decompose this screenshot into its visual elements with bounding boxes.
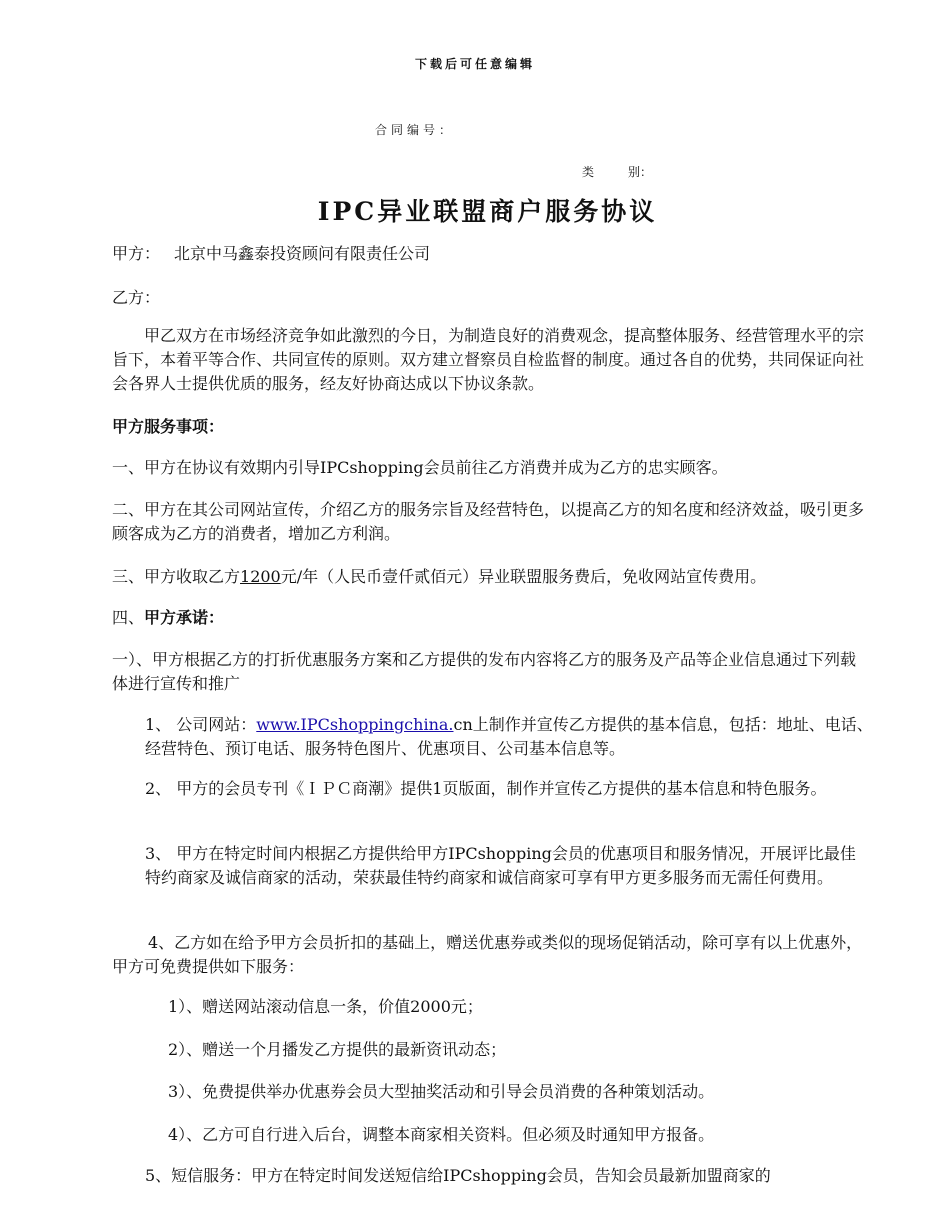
item-4-heading: 甲方承诺：	[144, 608, 225, 627]
sub-item-4: 4）、乙方可自行进入后台，调整本商家相关资料。但必须及时通知甲方报备。	[168, 1125, 715, 1144]
clause-4: 4、乙方如在给予甲方会员折扣的基础上，赠送优惠券或类似的现场促销活动，除可享有以上优惠外，甲方可免费提供如下服务：	[112, 933, 863, 976]
party-a-label: 甲方：	[112, 244, 161, 263]
document-title: IPC异业联盟商户服务协议	[317, 197, 658, 226]
party-a-line	[112, 242, 430, 266]
sub-item-3: 3）、免费提供举办优惠券会员大型抽奖活动和引导会员消费的各种策划活动。	[168, 1082, 715, 1101]
item-3	[112, 565, 766, 589]
item-2: 二、甲方在其公司网站宣传，介绍乙方的服务宗旨及经营特色，以提高乙方的知名度和经济效益，吸引更多顾客成为乙方的消费者，增加乙方利润。	[112, 500, 865, 543]
preamble: 甲乙双方在市场经济竞争如此激烈的今日，为制造良好的消费观念，提高整体服务、经营管理水平的宗旨下，本着平等合作、共同宣传的原则。双方建立督察员自检监督的制度。通过各自的优势，共同保证向社会各界人士提供优质的服务，经友好协商达成以下协议条款。	[112, 326, 865, 393]
item-1: 一、甲方在协议有效期内引导IPCshopping会员前往乙方消费并成为乙方的忠实顾客。	[112, 458, 728, 477]
item-3-prefix: 三、甲方收取乙方	[112, 567, 241, 586]
header-note: 下载后可任意编辑	[414, 57, 535, 71]
item-3-suffix: 元/年（人民币壹仟贰佰元）异业联盟服务费后，免收网站宣传费用。	[280, 567, 767, 586]
party-a-name: 北京中马鑫泰投资顾问有限责任公司	[174, 244, 431, 263]
clause-2: 2、 甲方的会员专刊《ＩＰＣ商潮》提供1页版面，制作并宣传乙方提供的基本信息和特色服务。	[145, 779, 827, 798]
clause-1-suffix: cn上制作并宣传乙方提供的基本信息，包括：地址、电话、经营特色、预订电话、服务特色图片、优惠项目、公司基本信息等。	[145, 715, 873, 758]
clause-1	[145, 713, 885, 761]
item-4-num: 四、	[112, 608, 145, 627]
sub-item-2: 2）、赠送一个月播发乙方提供的最新资讯动态；	[168, 1040, 507, 1059]
party-b-label: 乙方：	[112, 288, 161, 307]
clause-5: 5、短信服务：甲方在特定时间发送短信给IPCshopping会员，告知会员最新加盟商家的	[145, 1166, 771, 1185]
contract-number-label: 合同编号：	[375, 123, 456, 137]
category-label	[582, 163, 652, 180]
clause-1-prefix: 1、 公司网站：	[145, 715, 257, 734]
website-link[interactable]: www.IPCshoppingchina.	[256, 715, 454, 734]
section-a-heading: 甲方服务事项：	[112, 417, 225, 436]
sub1-intro: 一）、甲方根据乙方的打折优惠服务方案和乙方提供的发布内容将乙方的服务及产品等企业信息通过下列载体进行宣传和推广	[112, 650, 857, 693]
category-label-a: 类	[582, 165, 595, 179]
clause-3: 3、 甲方在特定时间内根据乙方提供给甲方IPCshopping会员的优惠项目和服务情况，开展评比最佳特约商家及诚信商家的活动，荣获最佳特约商家和诚信商家可享有甲方更多服务而无需任何费用。	[145, 844, 856, 887]
item-3-amount: 1200	[240, 567, 281, 586]
item-4	[112, 606, 224, 630]
category-label-b: 别：	[628, 165, 653, 179]
sub-item-1: 1）、赠送网站滚动信息一条，价值2000元；	[168, 997, 483, 1016]
